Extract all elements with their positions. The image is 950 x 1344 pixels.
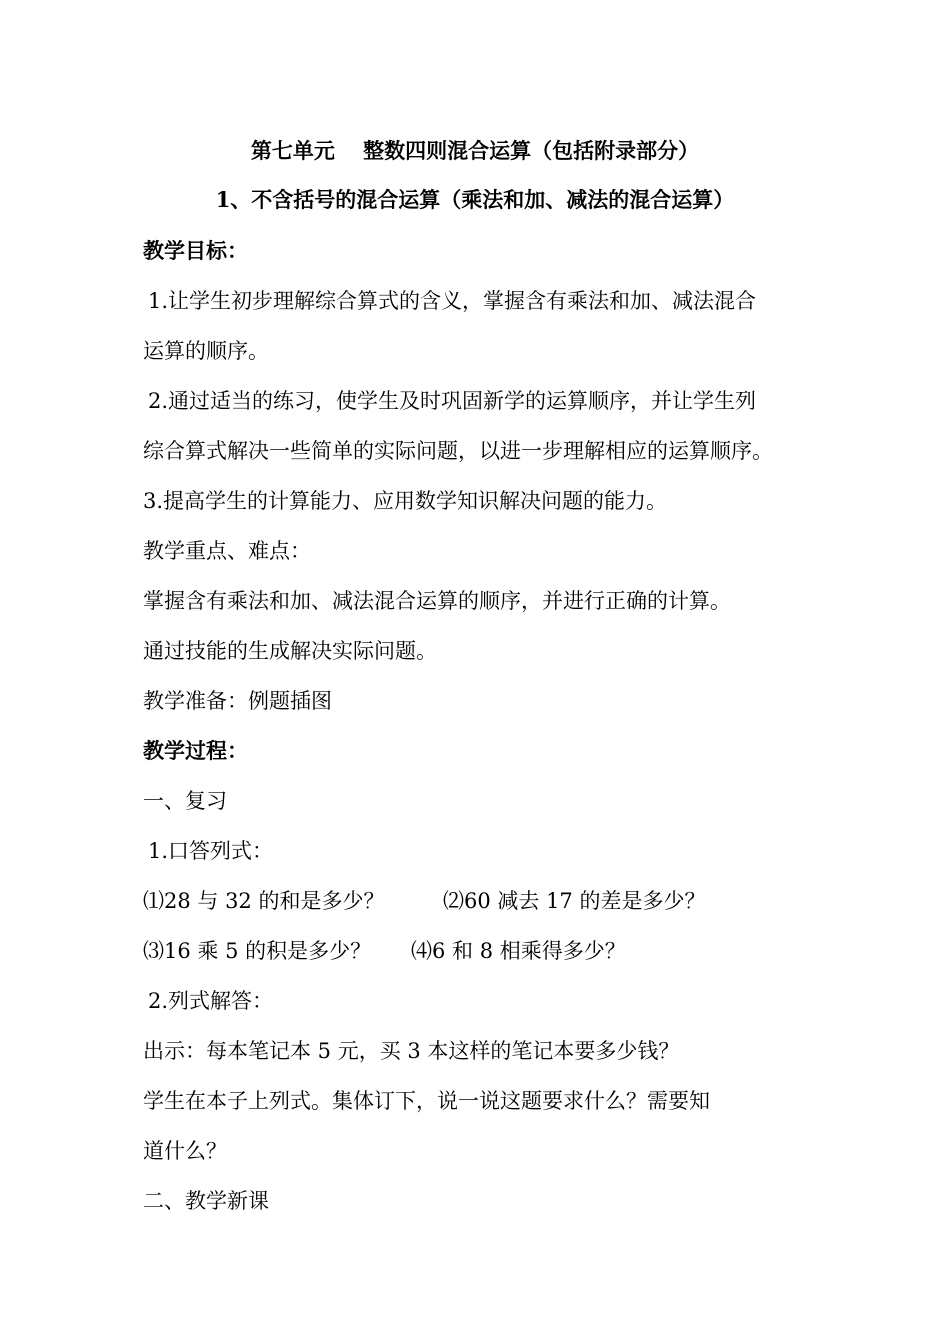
written-heading: 2.列式解答： — [148, 989, 274, 1013]
oral-heading: 1.口答列式： — [148, 839, 274, 863]
question-4: ⑷6 和 8 相乘得多少？ — [411, 939, 626, 963]
question-3: ⑶16 乘 5 的积是多少？ — [143, 939, 372, 963]
question-1: ⑴28 与 32 的和是多少？ — [143, 889, 385, 913]
unit-title: 第七单元 整数四则混合运算（包括附录部分） — [250, 138, 700, 163]
goal-1-line-1: 1.让学生初步理解综合算式的含义，掌握含有乘法和加、减法混合 — [148, 289, 757, 313]
key-points-heading: 教学重点、难点： — [143, 539, 311, 563]
question-2: ⑵60 减去 17 的差是多少？ — [443, 889, 706, 913]
preparation: 教学准备：例题插图 — [143, 689, 332, 713]
problem-statement: 出示：每本笔记本 5 元，买 3 本这样的笔记本要多少钱？ — [143, 1039, 680, 1063]
goal-1-line-2: 运算的顺序。 — [143, 339, 269, 363]
section-new-lesson: 二、教学新课 — [143, 1189, 269, 1213]
student-activity-line-2: 道什么？ — [143, 1139, 227, 1163]
key-point-2: 通过技能的生成解决实际问题。 — [143, 639, 437, 663]
key-point-1: 掌握含有乘法和加、减法混合运算的顺序，并进行正确的计算。 — [143, 589, 731, 613]
student-activity-line-1: 学生在本子上列式。集体订下，说一说这题要求什么？需要知 — [143, 1089, 710, 1113]
process-heading: 教学过程： — [143, 738, 248, 763]
goal-2-line-1: 2.通过适当的练习，使学生及时巩固新学的运算顺序，并让学生列 — [148, 389, 757, 413]
lesson-title: 1、不含括号的混合运算（乘法和加、减法的混合运算） — [215, 187, 735, 212]
goals-heading: 教学目标： — [143, 238, 248, 263]
goal-2-line-2: 综合算式解决一些简单的实际问题，以进一步理解相应的运算顺序。 — [143, 439, 773, 463]
section-review: 一、复习 — [143, 789, 227, 813]
goal-3: 3.提高学生的计算能力、应用数学知识解决问题的能力。 — [143, 489, 668, 513]
